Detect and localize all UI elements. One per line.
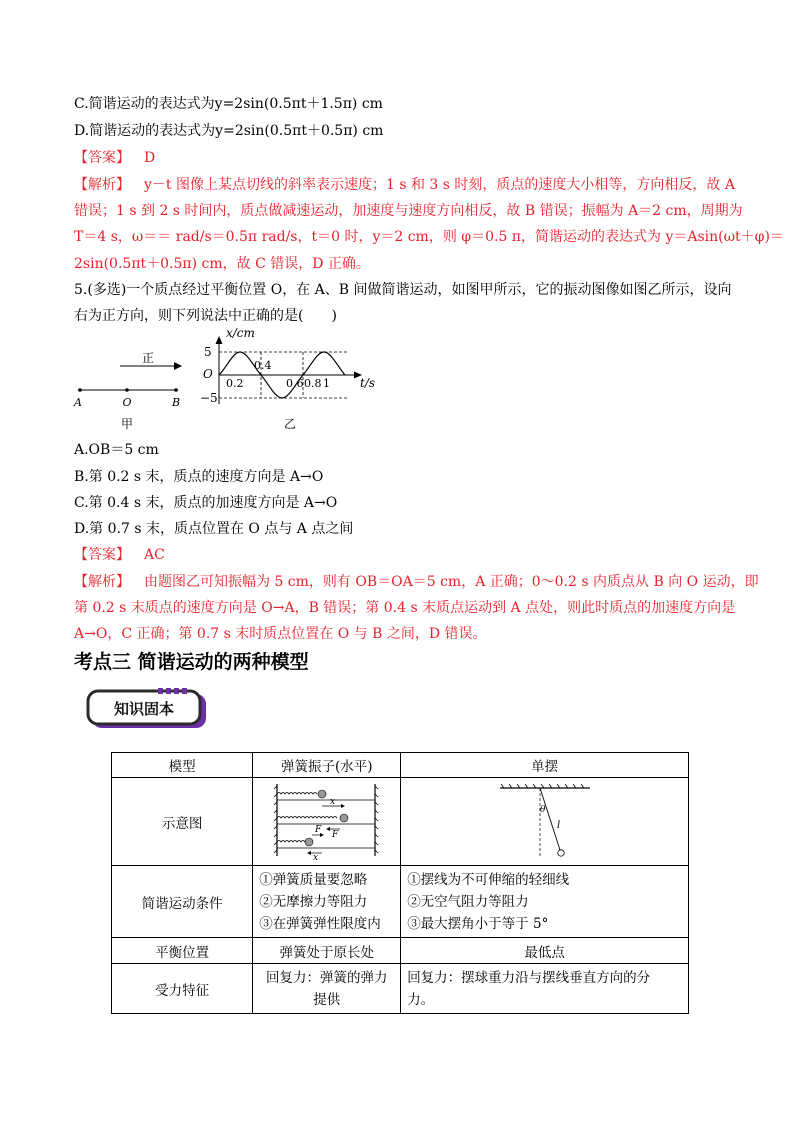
point-b-label: B (171, 396, 181, 409)
y-axis-arrow (216, 336, 223, 344)
q4-option-d: D.简谐运动的表达式为y=2sin(0.5πt＋0.5π) cm (74, 123, 384, 139)
header-model: 模型 (112, 753, 253, 778)
pendulum-diagram-cell (401, 778, 689, 866)
analysis-tag: 【解析】 (74, 574, 130, 590)
badge-ring-4 (182, 688, 187, 694)
spring-force (253, 964, 401, 1014)
answer-tag: 【答案】 (74, 547, 130, 563)
ball-middle (340, 814, 348, 822)
header-pendulum: 单摆 (401, 753, 689, 778)
q5-analysis-line-1: 【解析】 由题图乙可知振幅为 5 cm，则有 OB＝OA＝5 cm，A 正确；0～0.2 s 内质点从 B 向 O 运动，即 (74, 574, 759, 590)
t-tick-0.4: 0.4 (254, 359, 272, 372)
row-condition-label: 简谐运动条件 (112, 866, 253, 938)
q5-analysis-line-3: A→O，C 正确；第 0.7 s 末时质点位置在 O 与 B 之间，D 错误。 (74, 626, 487, 642)
q5-option-c: C.第 0.4 s 末，质点的加速度方向是 A→O (74, 495, 338, 511)
pendulum-force-line-1: 回复力：摆球重力沿与摆线垂直方向的分 (407, 969, 651, 986)
pendulum-condition-1: ①摆线为不可伸缩的轻细线 (407, 871, 570, 888)
q4-analysis-line-4: 2sin(0.5πt＋0.5π) cm，故 C 错误，D 正确。 (74, 256, 370, 272)
models-table (111, 752, 689, 1014)
pendulum-diagram (490, 780, 600, 860)
figure-jia-caption: 甲 (120, 417, 134, 431)
spring-oscillator-diagram (272, 780, 382, 860)
row-diagram-label: 示意图 (112, 778, 253, 866)
point-a-label: A (74, 396, 82, 409)
spring-middle (277, 816, 337, 818)
figure-yi-caption: 乙 (283, 417, 297, 431)
y-axis-label: x/cm (226, 326, 255, 340)
section-title: 考点三 简谐运动的两种模型 (74, 651, 309, 673)
figure-yi (200, 326, 380, 432)
point-b-dot (174, 388, 178, 392)
pendulum-conditions (401, 866, 689, 938)
pendulum-bob (557, 849, 563, 855)
q4-analysis-line-2: 错误；1 s 到 2 s 时间内，质点做减速运动，加速度与速度方向相反，故 B 错误；振幅为 A＝2 cm，周期为 (74, 203, 743, 219)
t-tick-0.8: 0.8 (304, 377, 322, 390)
spring-force-line-1: 回复力：弹簧的弹力 (265, 969, 388, 986)
spring-condition-3: ③在弹簧弹性限度内 (259, 915, 381, 932)
pendulum-force (401, 964, 689, 1014)
length-label: l (556, 819, 560, 831)
table-row-equilibrium (112, 938, 689, 964)
q5-option-a: A.OB＝5 cm (74, 442, 159, 458)
spring-diagram-cell (253, 778, 401, 866)
spring-conditions (253, 866, 401, 938)
spring-top (277, 792, 317, 794)
arrow-label: 正 (141, 352, 155, 365)
q4-answer-line (74, 148, 155, 168)
badge-ring-3 (174, 688, 179, 694)
table-row-condition (112, 866, 689, 938)
spring-condition-1: ①弹簧质量要忽略 (259, 871, 368, 888)
q5-stem-line-1: 5.(多选)一个质点经过平衡位置 O，在 A、B 间做简谐运动，如图甲所示，它的振动图像如图乙所示，设向 (74, 282, 732, 298)
pendulum-condition-2: ②无空气阻力等阻力 (407, 893, 529, 910)
y-tick-bottom: −5 (200, 391, 218, 405)
spring-force-line-2: 提供 (313, 991, 341, 1008)
point-o-dot (125, 388, 129, 392)
spring-bottom (277, 840, 305, 842)
force-label-top: F (331, 829, 338, 840)
badge-ring-2 (166, 688, 171, 694)
force-label-bottom: F (314, 824, 321, 835)
point-o-label: O (122, 396, 132, 409)
pendulum-condition-3: ③最大摆角小于等于 5° (407, 915, 549, 932)
pendulum-equilibrium: 最低点 (401, 938, 689, 964)
t-tick-0.6: 0.6 (286, 377, 304, 390)
answer-tag: 【答案】 (74, 150, 130, 166)
y-tick-top: 5 (204, 345, 212, 359)
x-label-top: x (329, 796, 335, 807)
table-row-force (112, 964, 689, 1014)
badge-ring-1 (158, 688, 163, 694)
spring-condition-2: ②无摩擦力等阻力 (259, 893, 368, 910)
q4-analysis-line-3: T＝4 s，ω＝＝ rad/s＝0.5π rad/s，t＝0 时，y＝2 cm，则 φ＝0.5 π，简谐运动的表达式为 y＝Asin(ωt＋φ)＝ (74, 229, 784, 245)
knowledge-badge (86, 688, 210, 730)
row-equilibrium-label: 平衡位置 (112, 938, 253, 964)
q5-analysis-line-2: 第 0.2 s 末质点的速度方向是 O→A，B 错误；第 0.4 s 末质点运动到 A 点处，则此时质点的加速度方向是 (74, 600, 736, 616)
q5-option-b: B.第 0.2 s 末，质点的速度方向是 A→O (74, 469, 324, 485)
pendulum-string (540, 788, 560, 850)
pendulum-force-line-2: 力。 (407, 991, 435, 1008)
spring-equilibrium: 弹簧处于原长处 (253, 938, 401, 964)
q4-option-c: C.简谐运动的表达式为y=2sin(0.5πt＋1.5π) cm (74, 96, 383, 112)
answer-value: AC (144, 547, 165, 563)
q4-analysis-line-1: 【解析】 y－t 图像上某点切线的斜率表示速度；1 s 和 3 s 时刻，质点的速度大小相等，方向相反，故 A (74, 177, 735, 193)
analysis-tag: 【解析】 (74, 177, 130, 193)
table-header-row (112, 753, 689, 778)
t-tick-1: 1 (323, 377, 330, 390)
force-arrow-head (326, 827, 330, 831)
figure-jia (70, 352, 190, 432)
row-force-label: 受力特征 (112, 964, 253, 1014)
q5-stem-line-2: 右为正方向，则下列说法中正确的是( ) (74, 308, 337, 324)
answer-value: D (144, 150, 156, 166)
table-row-diagram (112, 778, 689, 866)
point-a-dot (78, 388, 82, 392)
x-arrow-top-head (341, 804, 345, 808)
x-arrow-bottom-head (307, 851, 311, 855)
theta-label: θ (539, 804, 546, 815)
ball-bottom (305, 838, 313, 846)
q5-answer-line (74, 545, 165, 565)
t-tick-0.2: 0.2 (226, 377, 244, 390)
header-spring: 弹簧振子(水平) (253, 753, 401, 778)
arrow-head (174, 362, 182, 370)
ball-top (318, 790, 326, 798)
x-label-bottom: x (312, 852, 318, 860)
x-axis-label: t/s (360, 376, 376, 390)
origin-label: O (203, 367, 213, 381)
q5-option-d: D.第 0.7 s 末，质点位置在 O 点与 A 点之间 (74, 521, 354, 537)
badge-text: 知识固本 (113, 700, 175, 718)
